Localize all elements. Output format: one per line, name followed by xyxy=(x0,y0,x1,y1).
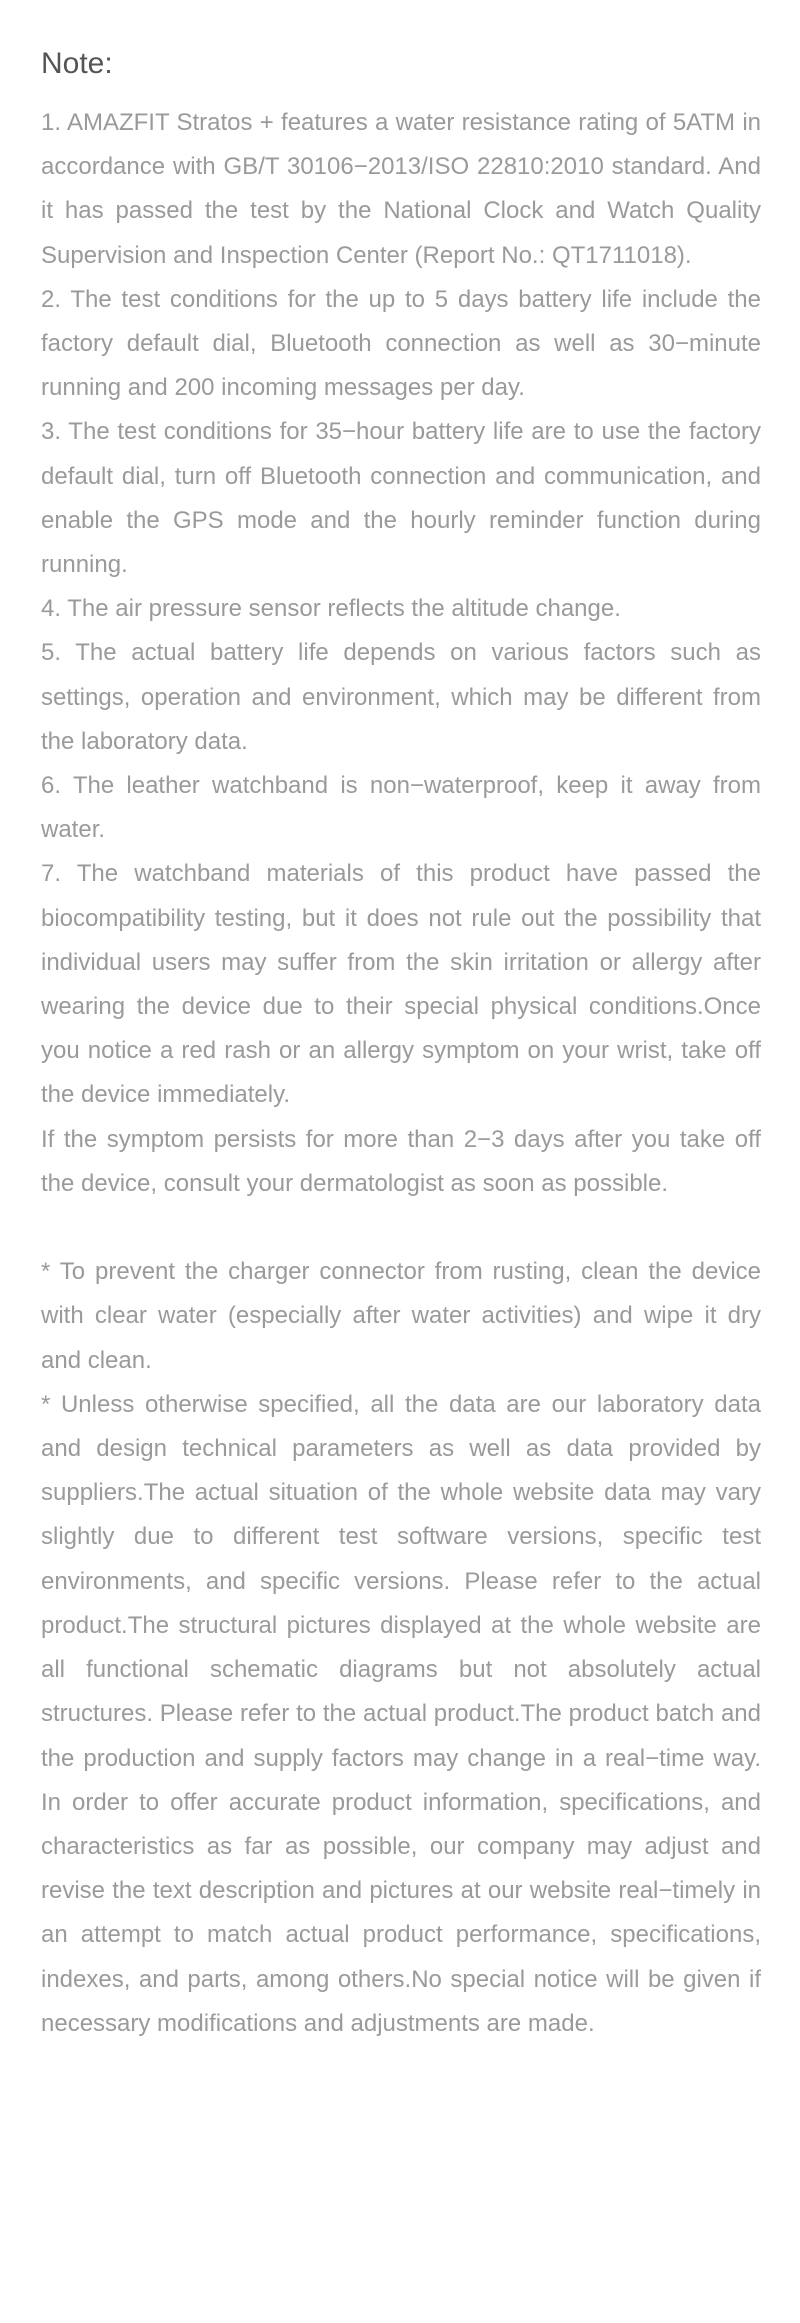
notes-title: Note: xyxy=(41,47,113,80)
note-item-4: 4. The air pressure sensor reflects the altitude change. xyxy=(41,595,621,623)
note-item-7: 7. The watchband materials of this product have passed the biocompatibility testing, but it does not rule out the possibility that individual users may suffer from the skin irritation or allergy after wearing the device due to their special physical conditions.Once you notice a red rash or an allergy symptom on your wrist, take off the device immediately. xyxy=(41,860,761,1109)
data-disclaimer-note: * Unless otherwise specified, all the data are our laboratory data and design technical parameters as well as data provided by suppliers.The actual situation of the whole website data may vary slightly due to different test software versions, specific test environments, and specific versions. Please refer to the actual product.The structural pictures displayed at the whole website are all functional schematic diagrams but not absolutely actual structures. Please refer to the actual product.The product batch and the production and supply factors may change in a real−time way. In order to offer accurate product information, specifications, and characteristics as far as possible, our company may adjust and revise the text description and pictures at our website real−timely in an attempt to match actual product performance, specifications, indexes, and parts, among others.No special notice will be given if necessary modifications and adjustments are made. xyxy=(41,1390,761,2037)
note-item-1: 1. AMAZFIT Stratos + features a water resistance rating of 5ATM in accordance with GB/T 30106−2013/ISO 22810:2010 standard. And it has passed the test by the National Clock and Watch Quality Supervision and Inspection Center (Report No.: QT1711018). xyxy=(41,109,761,269)
note-item-5: 5. The actual battery life depends on various factors such as settings, operation and environment, which may be different from the laboratory data. xyxy=(41,639,761,755)
note-item-2: 2. The test conditions for the up to 5 days battery life include the factory default dial, Bluetooth connection as well as 30−minute running and 200 incoming messages per day. xyxy=(41,285,761,402)
paragraph-spacer xyxy=(41,1206,761,1250)
note-item-7-followup: If the symptom persists for more than 2−3 days after you take off the device, consult your dermatologist as soon as possible. xyxy=(41,1125,761,1197)
charger-connector-note: * To prevent the charger connector from rusting, clean the device with clear water (especially after water activities) and wipe it dry and clean. xyxy=(41,1258,761,1374)
note-item-6: 6. The leather watchband is non−waterproof, keep it away from water. xyxy=(41,772,761,844)
notes-section xyxy=(41,44,761,2046)
note-item-3: 3. The test conditions for 35−hour battery life are to use the factory default dial, turn off Bluetooth connection and communication, and enable the GPS mode and the hourly reminder function during running. xyxy=(41,418,761,579)
